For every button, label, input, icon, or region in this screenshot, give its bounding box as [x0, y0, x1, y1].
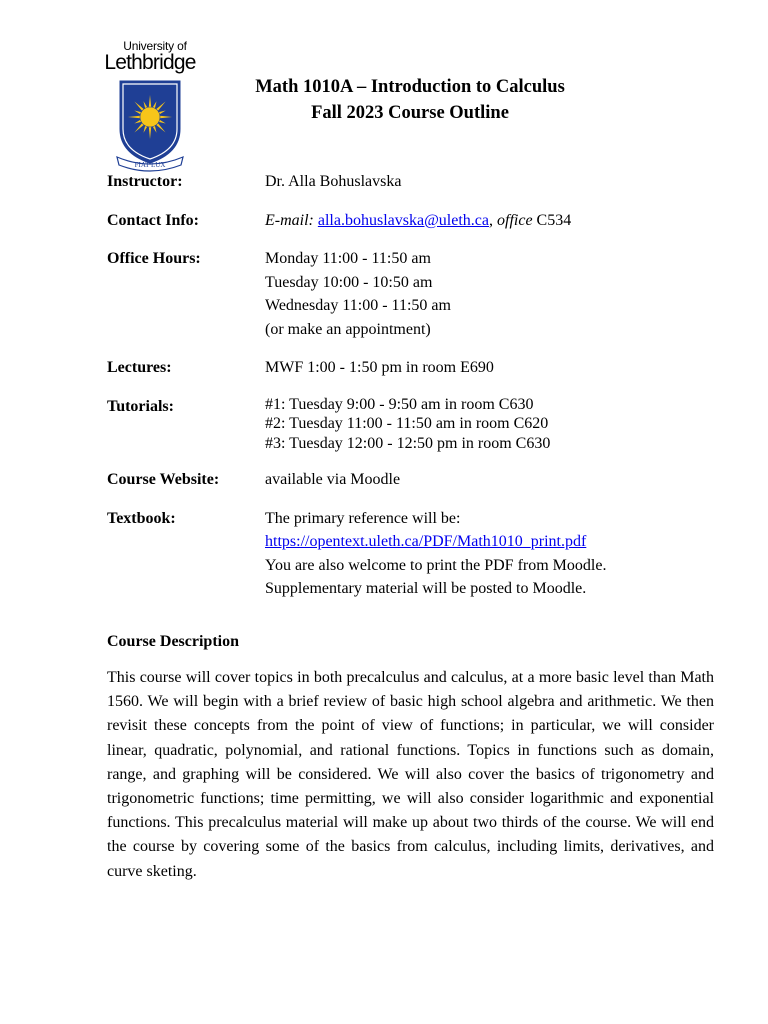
tutorials-value: [265, 395, 727, 454]
logo-text-university-of: University of: [123, 39, 187, 53]
email-prefix: E-mail:: [265, 211, 314, 229]
textbook-line: The primary reference will be:: [265, 509, 461, 527]
logo-motto: FIAT LUX: [134, 161, 166, 169]
tutorial-line: #1: Tuesday 9:00 - 9:50 am in room C630: [265, 395, 534, 413]
office-hours-value: [265, 247, 727, 341]
website-label: Course Website:: [107, 471, 220, 488]
title-course: Math 1010A – Introduction to Calculus: [255, 77, 565, 97]
textbook-label: Textbook:: [107, 509, 176, 527]
instructor-row: [107, 170, 727, 194]
email-link[interactable]: alla.bohuslavska@uleth.ca: [317, 211, 489, 229]
office-prefix: office: [497, 211, 533, 229]
office-value: C534: [536, 211, 572, 229]
instructor-value: Dr. Alla Bohuslavska: [265, 173, 402, 190]
office-hours-label: Office Hours:: [107, 250, 201, 267]
lectures-label: Lectures:: [107, 359, 172, 376]
logo-text-lethbridge: Lethbridge: [104, 51, 196, 74]
tutorials-label: Tutorials:: [107, 397, 174, 415]
title-term: Fall 2023 Course Outline: [311, 103, 509, 123]
office-hours-row: [107, 247, 727, 341]
tutorial-line: #3: Tuesday 12:00 - 12:50 pm in room C630: [265, 434, 551, 452]
tutorials-row: [107, 395, 727, 454]
course-info-table: [107, 170, 727, 616]
office-hours-line: (or make an appointment): [265, 320, 431, 338]
contact-row: [107, 209, 727, 233]
website-value: available via Moodle: [265, 471, 401, 488]
contact-label: Contact Info:: [107, 211, 199, 229]
tutorial-line: #2: Tuesday 11:00 - 11:50 am in room C620: [265, 415, 549, 432]
office-hours-line: Tuesday 10:00 - 10:50 am: [265, 273, 433, 291]
university-logo: [104, 40, 196, 173]
instructor-label: Instructor:: [107, 173, 183, 190]
textbook-link[interactable]: https://opentext.uleth.ca/PDF/Math1010_print.pdf: [265, 533, 587, 550]
course-description-heading: Course Description: [107, 633, 239, 650]
lectures-value: MWF 1:00 - 1:50 pm in room E690: [265, 359, 494, 376]
course-description-text: This course will cover topics in both precalculus and calculus, at a more basic level than Math 1560. We will begin with a brief review of basic high school algebra and arithmetic. We then revisit these concepts from the point of view of functions; in particular, we will consider linear, quadratic, polynomial, and rational functions. Topics in functions such as domain, range, and graphing will be considered. We will also cover the basics of trigonometry and trigonometric functions; time permitting, we will also consider logarithmic and exponential functions. This precalculus material will make up about two thirds of the course. We will end the course by covering some of the basics from calculus, including limits, derivatives, and curve sketing.: [107, 669, 714, 880]
website-row: [107, 468, 727, 492]
contact-value: E-mail: alla.bohuslavska@uleth.ca, office C534: [265, 211, 572, 229]
office-hours-line: Wednesday 11:00 - 11:50 am: [265, 297, 451, 314]
textbook-line: Supplementary material will be posted to Moodle.: [265, 580, 587, 597]
textbook-row: [107, 507, 727, 601]
crest-icon: [115, 77, 185, 173]
office-hours-line: Monday 11:00 - 11:50 am: [265, 250, 431, 267]
textbook-line: You are also welcome to print the PDF from Moodle.: [265, 556, 607, 574]
lectures-row: [107, 356, 727, 380]
document-title: [200, 74, 620, 126]
textbook-value: [265, 507, 727, 601]
